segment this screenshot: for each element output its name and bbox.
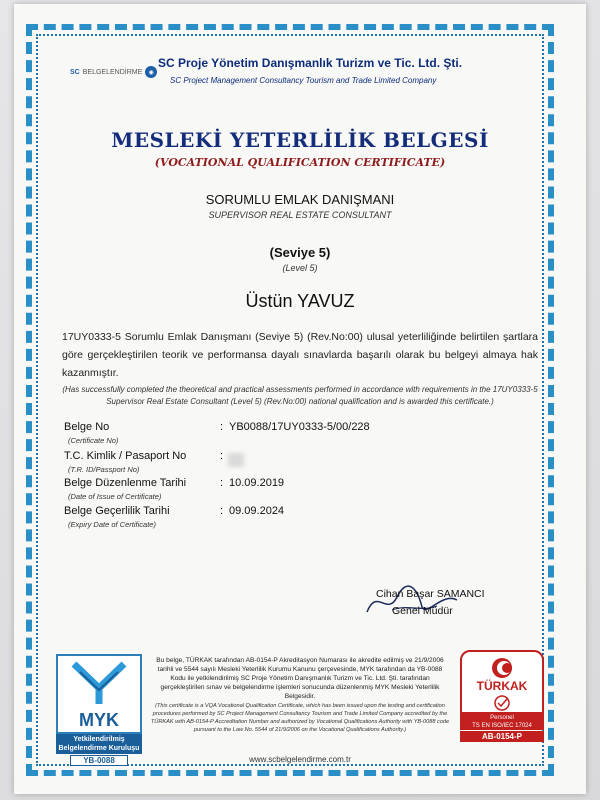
sc-circle-icon: ◉ bbox=[145, 66, 157, 78]
myk-emblem-icon bbox=[58, 656, 140, 732]
level-label-en: (Level 5) bbox=[282, 263, 318, 273]
certificate-title: MESLEKİ YETERLİLİK BELGESİ bbox=[111, 128, 489, 152]
footer-text: Bu belge, TÜRKAK tarafından AB-0154-P Akreditasyon Numarası ile akredite edilmiş ve 21/9/2006 tarihli ve 5544 sayılı Mesleki Yeterlilik Kurumu Kanunu çerçevesinde, MYK tarafından da YB-0088 Kodu ile yetkilendirilmiş SC Proje Yönetim Danışmanlık Turizm ve Tic. Ltd. Şti. tarafından gerçekleştirilen sınav ve belgelendirme işlemleri sonucunda düzenlenmiş MYK Mesleki Yeterlilik Belgesidir. bbox=[156, 657, 444, 700]
myk-logo bbox=[56, 654, 142, 766]
holder-name: Üstün YAVUZ bbox=[245, 291, 355, 311]
field-value-expiry-date: 09.09.2024 bbox=[229, 505, 285, 517]
redacted-id-value bbox=[228, 453, 244, 467]
field-label-expiry-date: Belge Geçerlilik Tarihi bbox=[64, 505, 170, 517]
field-colon: : bbox=[220, 450, 224, 462]
turkak-emblem-icon bbox=[462, 652, 542, 712]
turkak-mark-text: TÜRKAK bbox=[476, 679, 528, 693]
field-value-certificate-no: YB0088/17UY0333-5/00/228 bbox=[229, 421, 370, 433]
turkak-mark-box bbox=[460, 650, 544, 714]
field-sublabel-certificate-no: (Certificate No) bbox=[68, 436, 119, 445]
myk-caption-line-1: Yetkilendirilmiş bbox=[73, 736, 125, 743]
field-label-id-no: T.C. Kimlik / Pasaport No bbox=[64, 450, 187, 462]
field-value-issue-date: 10.09.2019 bbox=[229, 477, 285, 489]
footer-text-en: (This certificate is a VQA Vocational Qualification Certificate, which has been issued upon the testing and certification procedures performed by SC Project Management Consultancy Tourism and Trade Limited Company accredited by the TÜRKAK with AB-0154-P Accreditation Number and authorized by Vocational Qualifications Authority with YB-0088 code pursuant to the Law No. 5544 of 21/9/2006 on the Vocational Qualifications Authority.) bbox=[150, 703, 450, 733]
company-name: SC Proje Yönetim Danışmanlık Turizm ve Tic. Ltd. Şti. bbox=[158, 56, 463, 70]
myk-code: YB-0088 bbox=[70, 755, 128, 766]
signatory-name: Cihan Başar SAMANCI bbox=[376, 588, 485, 600]
myk-caption-line-2: Belgelendirme Kuruluşu bbox=[58, 745, 140, 752]
turkak-caption-line-2: TS EN ISO/IEC 17024 bbox=[472, 723, 532, 729]
level-label: (Seviye 5) bbox=[269, 245, 331, 260]
company-logo bbox=[70, 66, 157, 78]
turkak-caption-line-1: Personel bbox=[490, 715, 514, 721]
myk-caption bbox=[56, 734, 142, 754]
statement-paragraph: 17UY0333-5 Sorumlu Emlak Danışmanı (Seviye 5) (Rev.No:00) ulusal yeterliliğinde belirtilen şartlara göre gerçekleştirilen teorik ve performansa dayalı sınavlarda başarılı olarak bu belgeyi almaya hak kazanmıştır. bbox=[62, 331, 538, 379]
statement-paragraph-en: (Has successfully completed the theoretical and practical assessments performed in accordance with requirements in the 17UY0333-5 Supervisor Real Estate Consultant (Level 5) (Rev.No:00) national qualification and is awarded this certificate.) bbox=[62, 385, 538, 406]
field-colon: : bbox=[220, 505, 224, 517]
check-icon bbox=[498, 699, 507, 706]
signatory-title: Genel Müdür bbox=[392, 605, 453, 617]
myk-mark-text: MYK bbox=[79, 710, 119, 730]
turkak-logo bbox=[460, 650, 544, 742]
turkak-caption bbox=[460, 714, 544, 730]
certificate-title-en: (VOCATIONAL QUALIFICATION CERTIFICATE) bbox=[154, 156, 446, 169]
website-link[interactable]: www.scbelgelendirme.com.tr bbox=[249, 755, 351, 764]
logo-sc-label: SC bbox=[70, 68, 80, 76]
field-colon: : bbox=[220, 477, 224, 489]
company-name-en: SC Project Management Consultancy Tourism and Trade Limited Company bbox=[170, 76, 437, 85]
role-title: SORUMLU EMLAK DANIŞMANI bbox=[205, 192, 395, 207]
logo-text: BELGELENDİRME bbox=[82, 68, 143, 76]
field-colon: : bbox=[220, 421, 224, 433]
field-sublabel-id-no: (T.R. ID/Passport No) bbox=[68, 465, 140, 474]
field-label-issue-date: Belge Düzenlenme Tarihi bbox=[64, 477, 187, 489]
field-sublabel-issue-date: (Date of Issue of Certificate) bbox=[68, 492, 162, 501]
turkak-code: AB-0154-P bbox=[460, 731, 544, 742]
field-sublabel-expiry-date: (Expiry Date of Certificate) bbox=[68, 520, 156, 529]
myk-mark-box bbox=[56, 654, 142, 734]
role-title-en: SUPERVISOR REAL ESTATE CONSULTANT bbox=[208, 210, 392, 220]
field-label-certificate-no: Belge No bbox=[64, 421, 110, 433]
